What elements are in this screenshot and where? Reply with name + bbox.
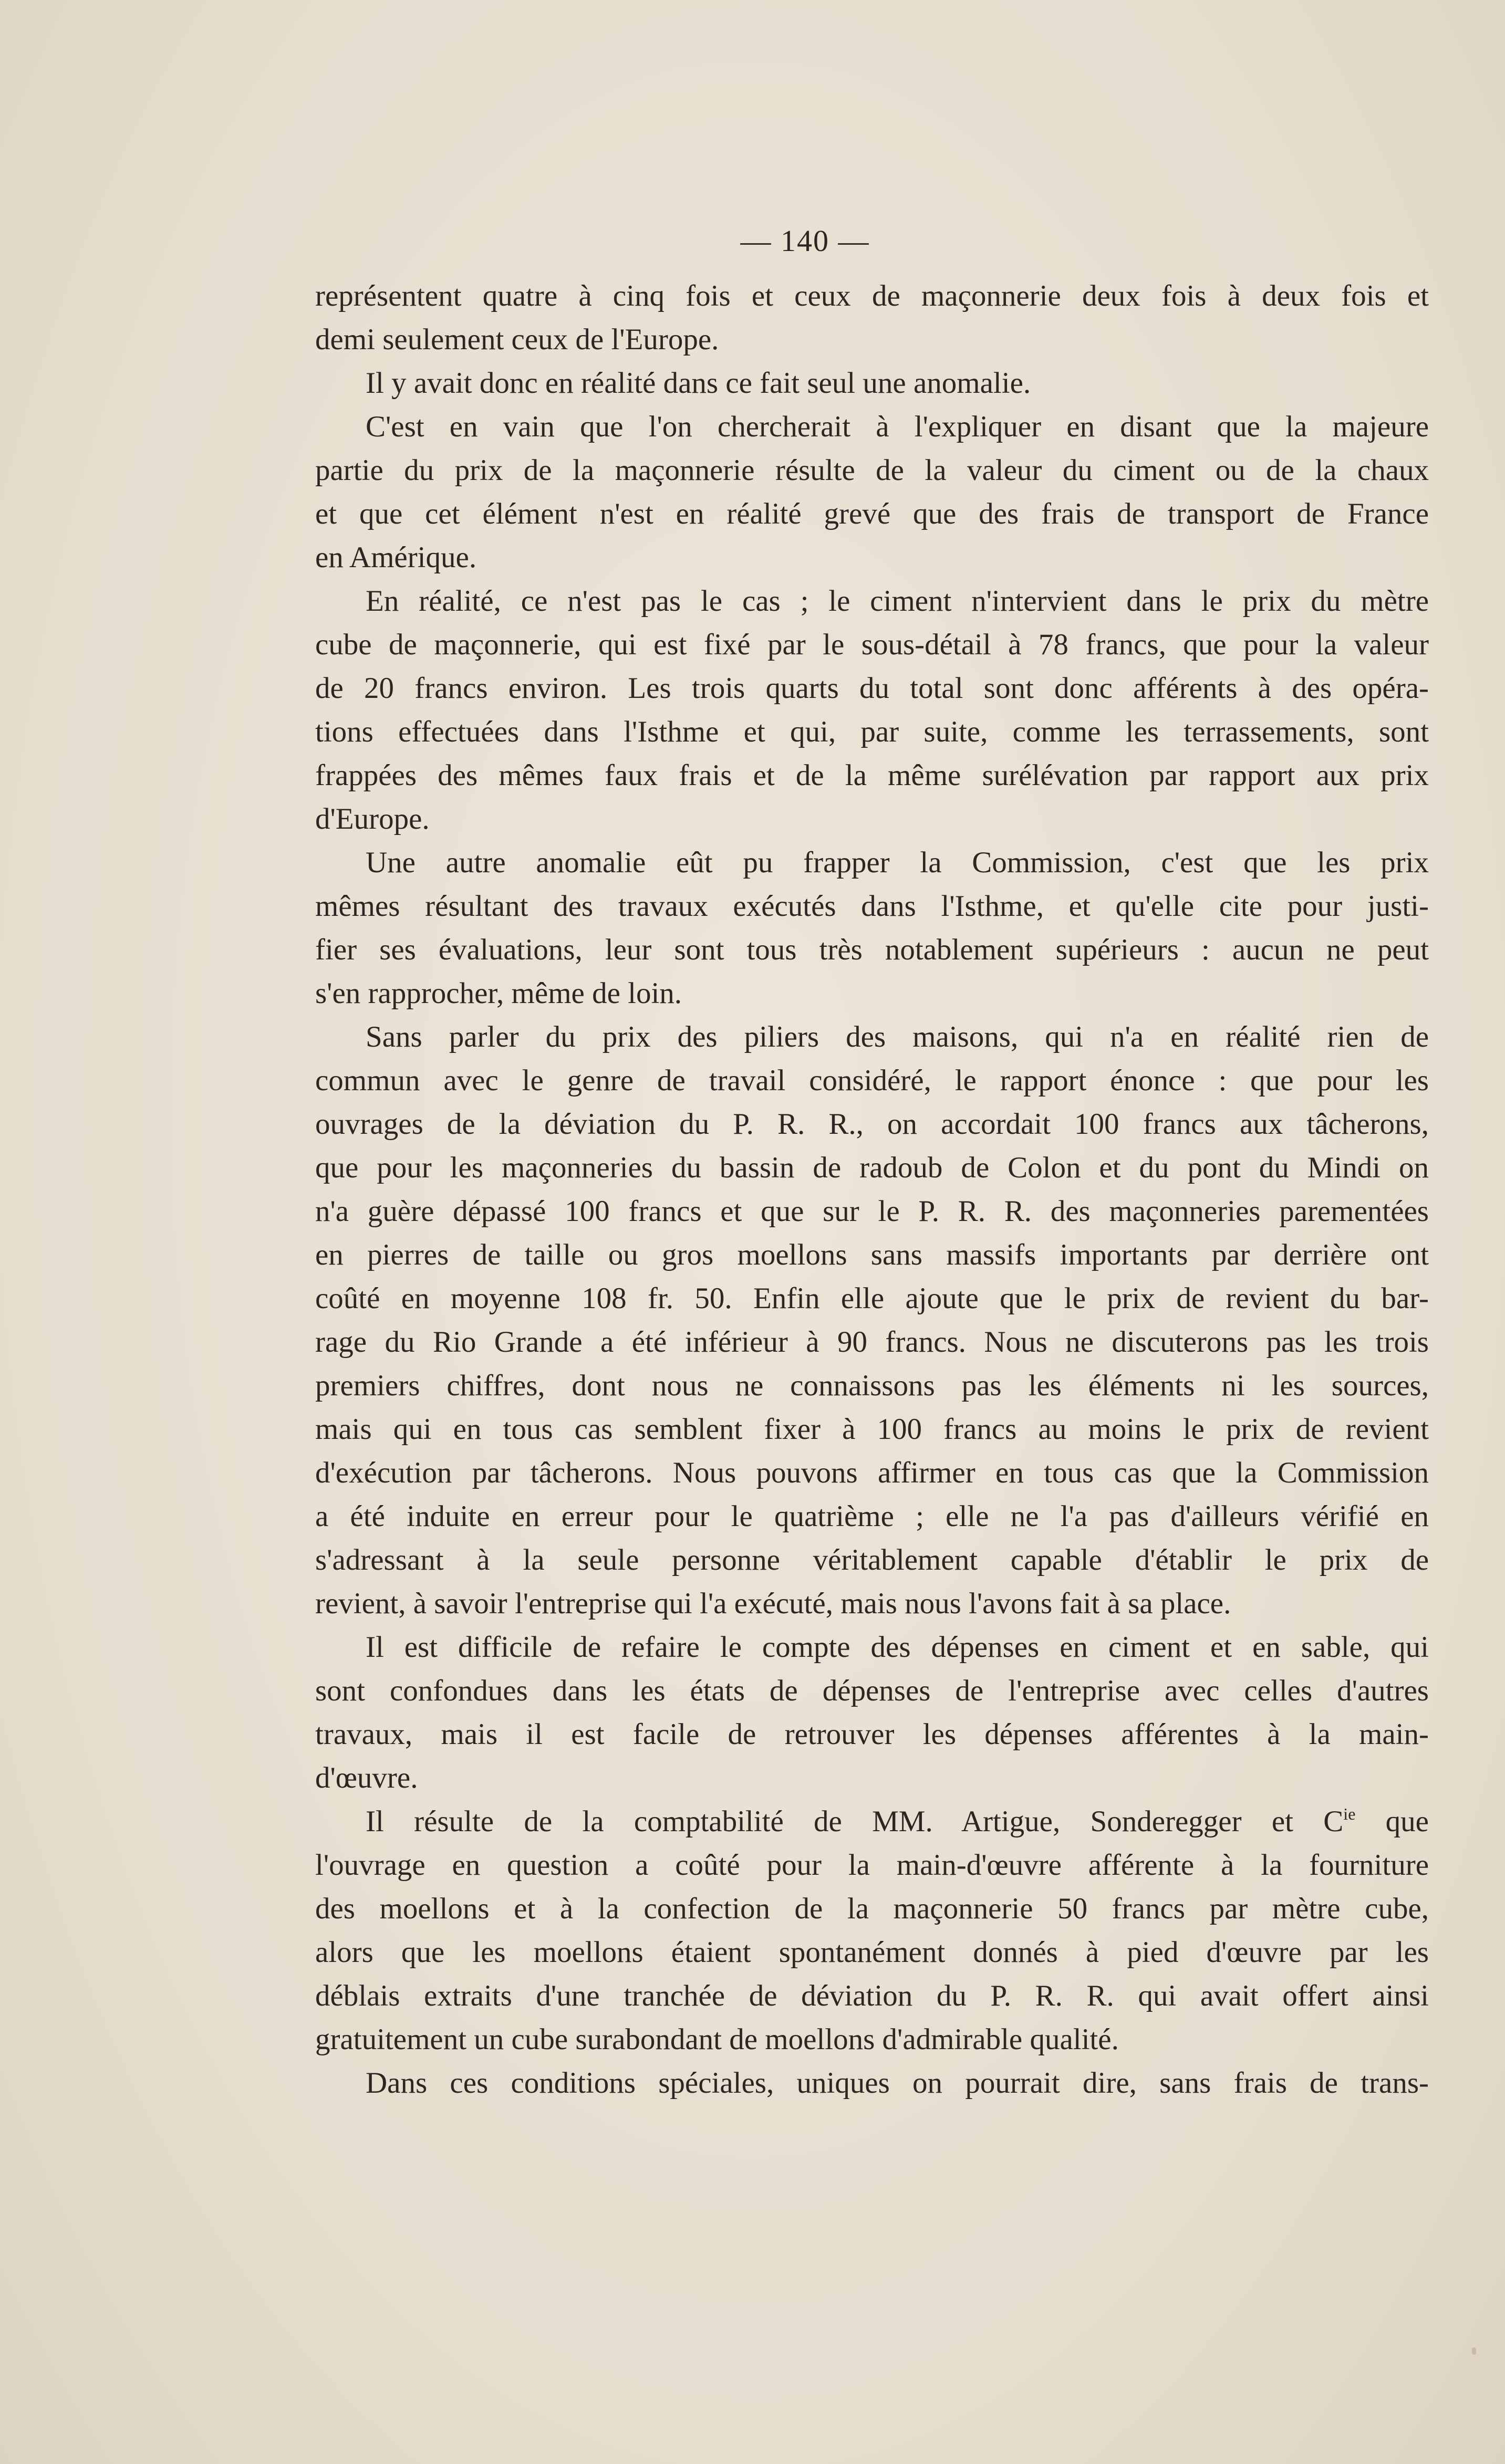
- page-header: [0, 223, 1505, 258]
- paragraph: [315, 405, 1429, 579]
- text-line: que pour les maçonneries du bassin de radoub de Colon et du pont du Mindi on: [315, 1151, 1429, 1184]
- text-line: d'œuvre.: [315, 1761, 418, 1794]
- text-line: d'exécution par tâcherons. Nous pouvons affirmer en tous cas que la Commission: [315, 1456, 1429, 1489]
- text-line: en Amérique.: [315, 541, 477, 574]
- page-number: — 140 —: [740, 224, 870, 258]
- text-line: Dans ces conditions spéciales, uniques on pourrait dire, sans frais de trans-: [366, 2066, 1429, 2100]
- text-line: alors que les moellons étaient spontanément donnés à pied d'œuvre par les: [315, 1936, 1429, 1969]
- text-line: En réalité, ce n'est pas le cas ; le ciment n'intervient dans le prix du mètre: [366, 584, 1429, 618]
- text-line: d'Europe.: [315, 802, 430, 836]
- text-line: C'est en vain que l'on chercherait à l'expliquer en disant que la majeure: [366, 410, 1429, 443]
- text-line: demi seulement ceux de l'Europe.: [315, 323, 719, 356]
- paragraph: [315, 1625, 1429, 1800]
- text-line: l'ouvrage en question a coûté pour la main-d'œuvre afférente à la fourniture: [315, 1849, 1429, 1882]
- paragraph: [315, 274, 1429, 361]
- text-line: ouvrages de la déviation du P. R. R., on accordait 100 francs aux tâcherons,: [315, 1108, 1429, 1141]
- text-line: gratuitement un cube surabondant de moellons d'admirable qualité.: [315, 2023, 1119, 2056]
- text-line: premiers chiffres, dont nous ne connaissons pas les éléments ni les sources,: [315, 1369, 1429, 1402]
- paragraph: [315, 1015, 1429, 1625]
- text-line: revient, à savoir l'entreprise qui l'a exécuté, mais nous l'avons fait à sa place.: [315, 1587, 1231, 1620]
- text-line: mêmes résultant des travaux exécutés dans l'Isthme, et qu'elle cite pour justi-: [315, 890, 1429, 923]
- text-line: Il y avait donc en réalité dans ce fait seul une anomalie.: [366, 367, 1031, 400]
- text-line: déblais extraits d'une tranchée de déviation du P. R. R. qui avait offert ainsi: [315, 1979, 1429, 2012]
- text-line: mais qui en tous cas semblent fixer à 100 francs au moins le prix de revient: [315, 1413, 1429, 1446]
- body-text: [315, 274, 1429, 2105]
- text-line: partie du prix de la maçonnerie résulte de la valeur du ciment ou de la chaux: [315, 454, 1429, 487]
- text-line: et que cet élément n'est en réalité grevé que des frais de transport de France: [315, 497, 1429, 530]
- paragraph: [315, 361, 1429, 405]
- text-line: frappées des mêmes faux frais et de la même surélévation par rapport aux prix: [315, 759, 1429, 792]
- text-line: de 20 francs environ. Les trois quarts du total sont donc afférents à des opéra-: [315, 672, 1429, 705]
- paragraph: [315, 1800, 1429, 2061]
- text-line: représentent quatre à cinq fois et ceux de maçonnerie deux fois à deux fois et: [315, 279, 1429, 312]
- text-line: coûté en moyenne 108 fr. 50. Enfin elle ajoute que le prix de revient du bar-: [315, 1282, 1429, 1315]
- text-line: tions effectuées dans l'Isthme et qui, par suite, comme les terrassements, sont: [315, 715, 1429, 748]
- text-segment: que: [1355, 1805, 1429, 1838]
- text-line: cube de maçonnerie, qui est fixé par le sous-détail à 78 francs, que pour la valeur: [315, 628, 1429, 661]
- text-line: des moellons et à la confection de la maçonnerie 50 francs par mètre cube,: [315, 1892, 1429, 1925]
- text-line: commun avec le genre de travail considéré, le rapport énonce : que pour les: [315, 1064, 1429, 1097]
- paragraph: [315, 2061, 1429, 2105]
- text-line: Une autre anomalie eût pu frapper la Commission, c'est que les prix: [366, 846, 1429, 879]
- text-line: s'en rapprocher, même de loin.: [315, 977, 682, 1010]
- text-line: n'a guère dépassé 100 francs et que sur le P. R. R. des maçonneries parementées: [315, 1195, 1429, 1228]
- text-line: Sans parler du prix des piliers des maisons, qui n'a en réalité rien de: [366, 1020, 1429, 1053]
- text-line: fier ses évaluations, leur sont tous très notablement supérieurs : aucun ne peut: [315, 933, 1429, 966]
- paper-speck: [1472, 2347, 1476, 2355]
- text-line: rage du Rio Grande a été inférieur à 90 francs. Nous ne discuterons pas les trois: [315, 1325, 1429, 1359]
- paragraph: [315, 579, 1429, 841]
- text-line: sont confondues dans les états de dépenses de l'entreprise avec celles d'autres: [315, 1674, 1429, 1707]
- text-segment: Il résulte de la comptabilité de MM. Artigue, Sonderegger et C: [366, 1805, 1344, 1838]
- text-line: [315, 1800, 1429, 1843]
- text-line: a été induite en erreur pour le quatrième ; elle ne l'a pas d'ailleurs vérifié en: [315, 1500, 1429, 1533]
- text-line: Il est difficile de refaire le compte des dépenses en ciment et en sable, qui: [366, 1631, 1429, 1664]
- text-line: s'adressant à la seule personne véritablement capable d'établir le prix de: [315, 1543, 1429, 1576]
- paragraph: [315, 841, 1429, 1015]
- superscript: ie: [1343, 1804, 1356, 1823]
- text-line: en pierres de taille ou gros moellons sans massifs importants par derrière ont: [315, 1238, 1429, 1271]
- text-line: travaux, mais il est facile de retrouver les dépenses afférentes à la main-: [315, 1718, 1429, 1751]
